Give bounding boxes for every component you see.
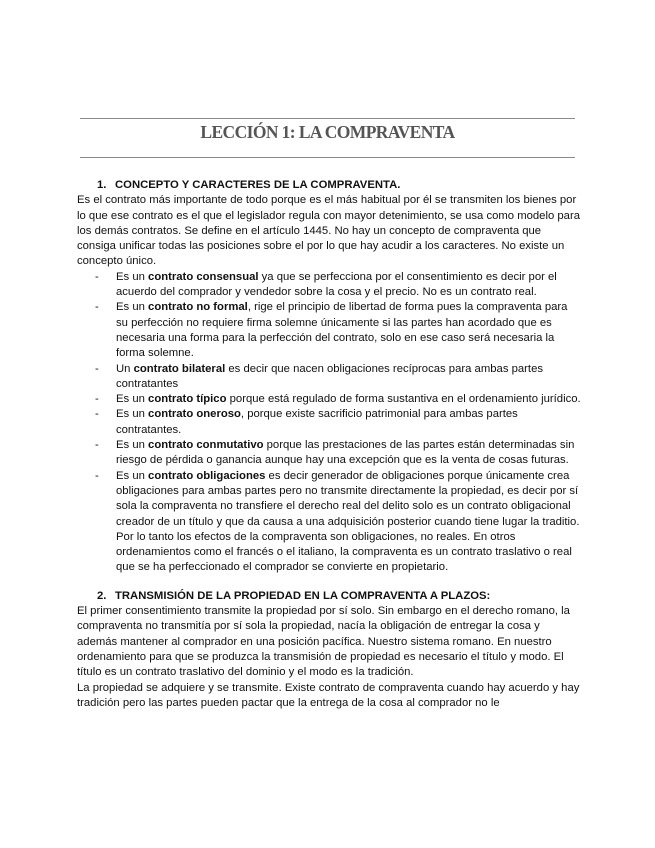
item-text-before: Es un xyxy=(116,408,149,421)
section-2-paragraph-2: La propiedad se adquiere y se transmite. Existe contrato de compraventa cuando hay acuerdo y hay tradición pero las partes pueden pactar que la entrega de la cosa al comprador no le xyxy=(77,681,580,709)
item-key-term: contrato bilateral xyxy=(133,362,226,375)
item-text-after: , porque existe sacrificio patrimonial para ambas partes contratantes. xyxy=(116,408,518,436)
item-key-term: contrato típico xyxy=(148,393,227,406)
item-key-term: contrato oneroso xyxy=(148,408,241,421)
title-rule-bottom xyxy=(80,157,575,158)
item-key-term: contrato obligaciones xyxy=(148,469,266,482)
bullet-dash: - xyxy=(95,301,99,314)
page-title: LECCIÓN 1: LA COMPRAVENTA xyxy=(200,122,455,142)
bullet-dash: - xyxy=(95,393,99,406)
section-2-number: 2. xyxy=(97,589,107,602)
characteristic-item xyxy=(77,392,582,407)
section-1-heading-text: CONCEPTO Y CARACTERES DE LA COMPRAVENTA. xyxy=(115,179,401,191)
section-2-paragraph-1: El primer consentimiento transmite la propiedad por sí solo. Sin embargo en el derecho romano, la compraventa no transmitía por sí sola la propiedad, nacía la obligación de entregar la cosa y además mantener al comprador en una posición pacífica. Nuestro sistema romano. En nuestro ordenamiento para que se produzca la transmisión de propiedad es necesario el título y modo. El título es un contrato traslativo del dominio y el modo es la tradición. xyxy=(77,605,570,679)
item-text-before: Un xyxy=(116,362,134,375)
item-text-before: Es un xyxy=(116,270,149,283)
item-text-after: porque está regulado de forma sustantiva en el ordenamiento jurídico. xyxy=(226,393,581,406)
item-text-after: , rige el principio de libertad de forma pues la compraventa para su perfección no requiere firma solemne únicamente si las partes han acordado que es necesaria una forma para la perfección del contrato, solo en ese caso será necesaria la forma solemne. xyxy=(116,301,568,360)
document-body xyxy=(77,178,582,711)
bullet-dash: - xyxy=(95,469,99,482)
characteristic-item xyxy=(77,362,582,393)
characteristics-list xyxy=(77,270,582,576)
item-text-after: es decir que nacen obligaciones recíprocas para ambas partes contratantes xyxy=(116,362,544,390)
characteristic-item xyxy=(77,407,582,438)
item-key-term: contrato conmutativo xyxy=(148,439,264,452)
item-text-before: Es un xyxy=(116,469,149,482)
item-key-term: contrato no formal xyxy=(148,301,248,314)
bullet-dash: - xyxy=(95,362,99,375)
section-2-heading xyxy=(77,589,582,604)
item-text-after: ya que se perfecciona por el consentimiento es decir por el acuerdo del comprador y vendedor sobre la cosa y el precio. No es un contrato real. xyxy=(116,270,557,299)
bullet-dash: - xyxy=(95,270,99,283)
item-text-after: porque las prestaciones de las partes están determinadas sin riesgo de pérdida o ganancia aunque hay una excepción que es la venta de cosas futuras. xyxy=(116,439,575,467)
characteristic-item xyxy=(77,270,582,301)
item-key-term: contrato consensual xyxy=(148,270,259,283)
characteristic-item xyxy=(77,469,582,576)
item-text-before: Es un xyxy=(116,439,149,452)
item-text-after: es decir generador de obligaciones porque únicamente crea obligaciones para ambas partes pero no transmite directamente la propiedad, es decir por sí sola la compraventa no transfiere el derecho real del delito solo es un contrato obligacional creador de un título y que da causa a una adquisición posterior cuando tiene lugar la traditio. Por lo tanto los efectos de la compraventa son obligaciones, no reales. En otros ordenamientos como el francés o el italiano, la compraventa es un contrato traslativo o real que se ha perfeccionado el comprador se convierte en propietario. xyxy=(116,469,580,574)
section-1-number: 1. xyxy=(97,179,107,191)
item-text-before: Es un xyxy=(116,393,149,406)
title-rule-top xyxy=(80,118,575,119)
characteristic-item xyxy=(77,438,582,469)
item-text-before: Es un xyxy=(116,301,149,314)
section-1-heading xyxy=(77,178,582,193)
section-2-heading-text: TRANSMISIÓN DE LA PROPIEDAD EN LA COMPRAVENTA A PLAZOS: xyxy=(115,589,491,602)
bullet-dash: - xyxy=(95,439,99,452)
bullet-dash: - xyxy=(95,408,99,421)
characteristic-item xyxy=(77,300,582,361)
section-1-intro: Es el contrato más importante de todo porque es el más habitual por él se transmiten los bienes por lo que ese contrato es el que el legislador regula con mayor detenimiento, se usa como modelo para los demás contratos. Se define en el artículo 1445. No hay un concepto de compraventa que consiga unificar todas las posiciones sobre el por lo que hay acudir a los caracteres. No existe un concepto único. xyxy=(77,194,581,268)
